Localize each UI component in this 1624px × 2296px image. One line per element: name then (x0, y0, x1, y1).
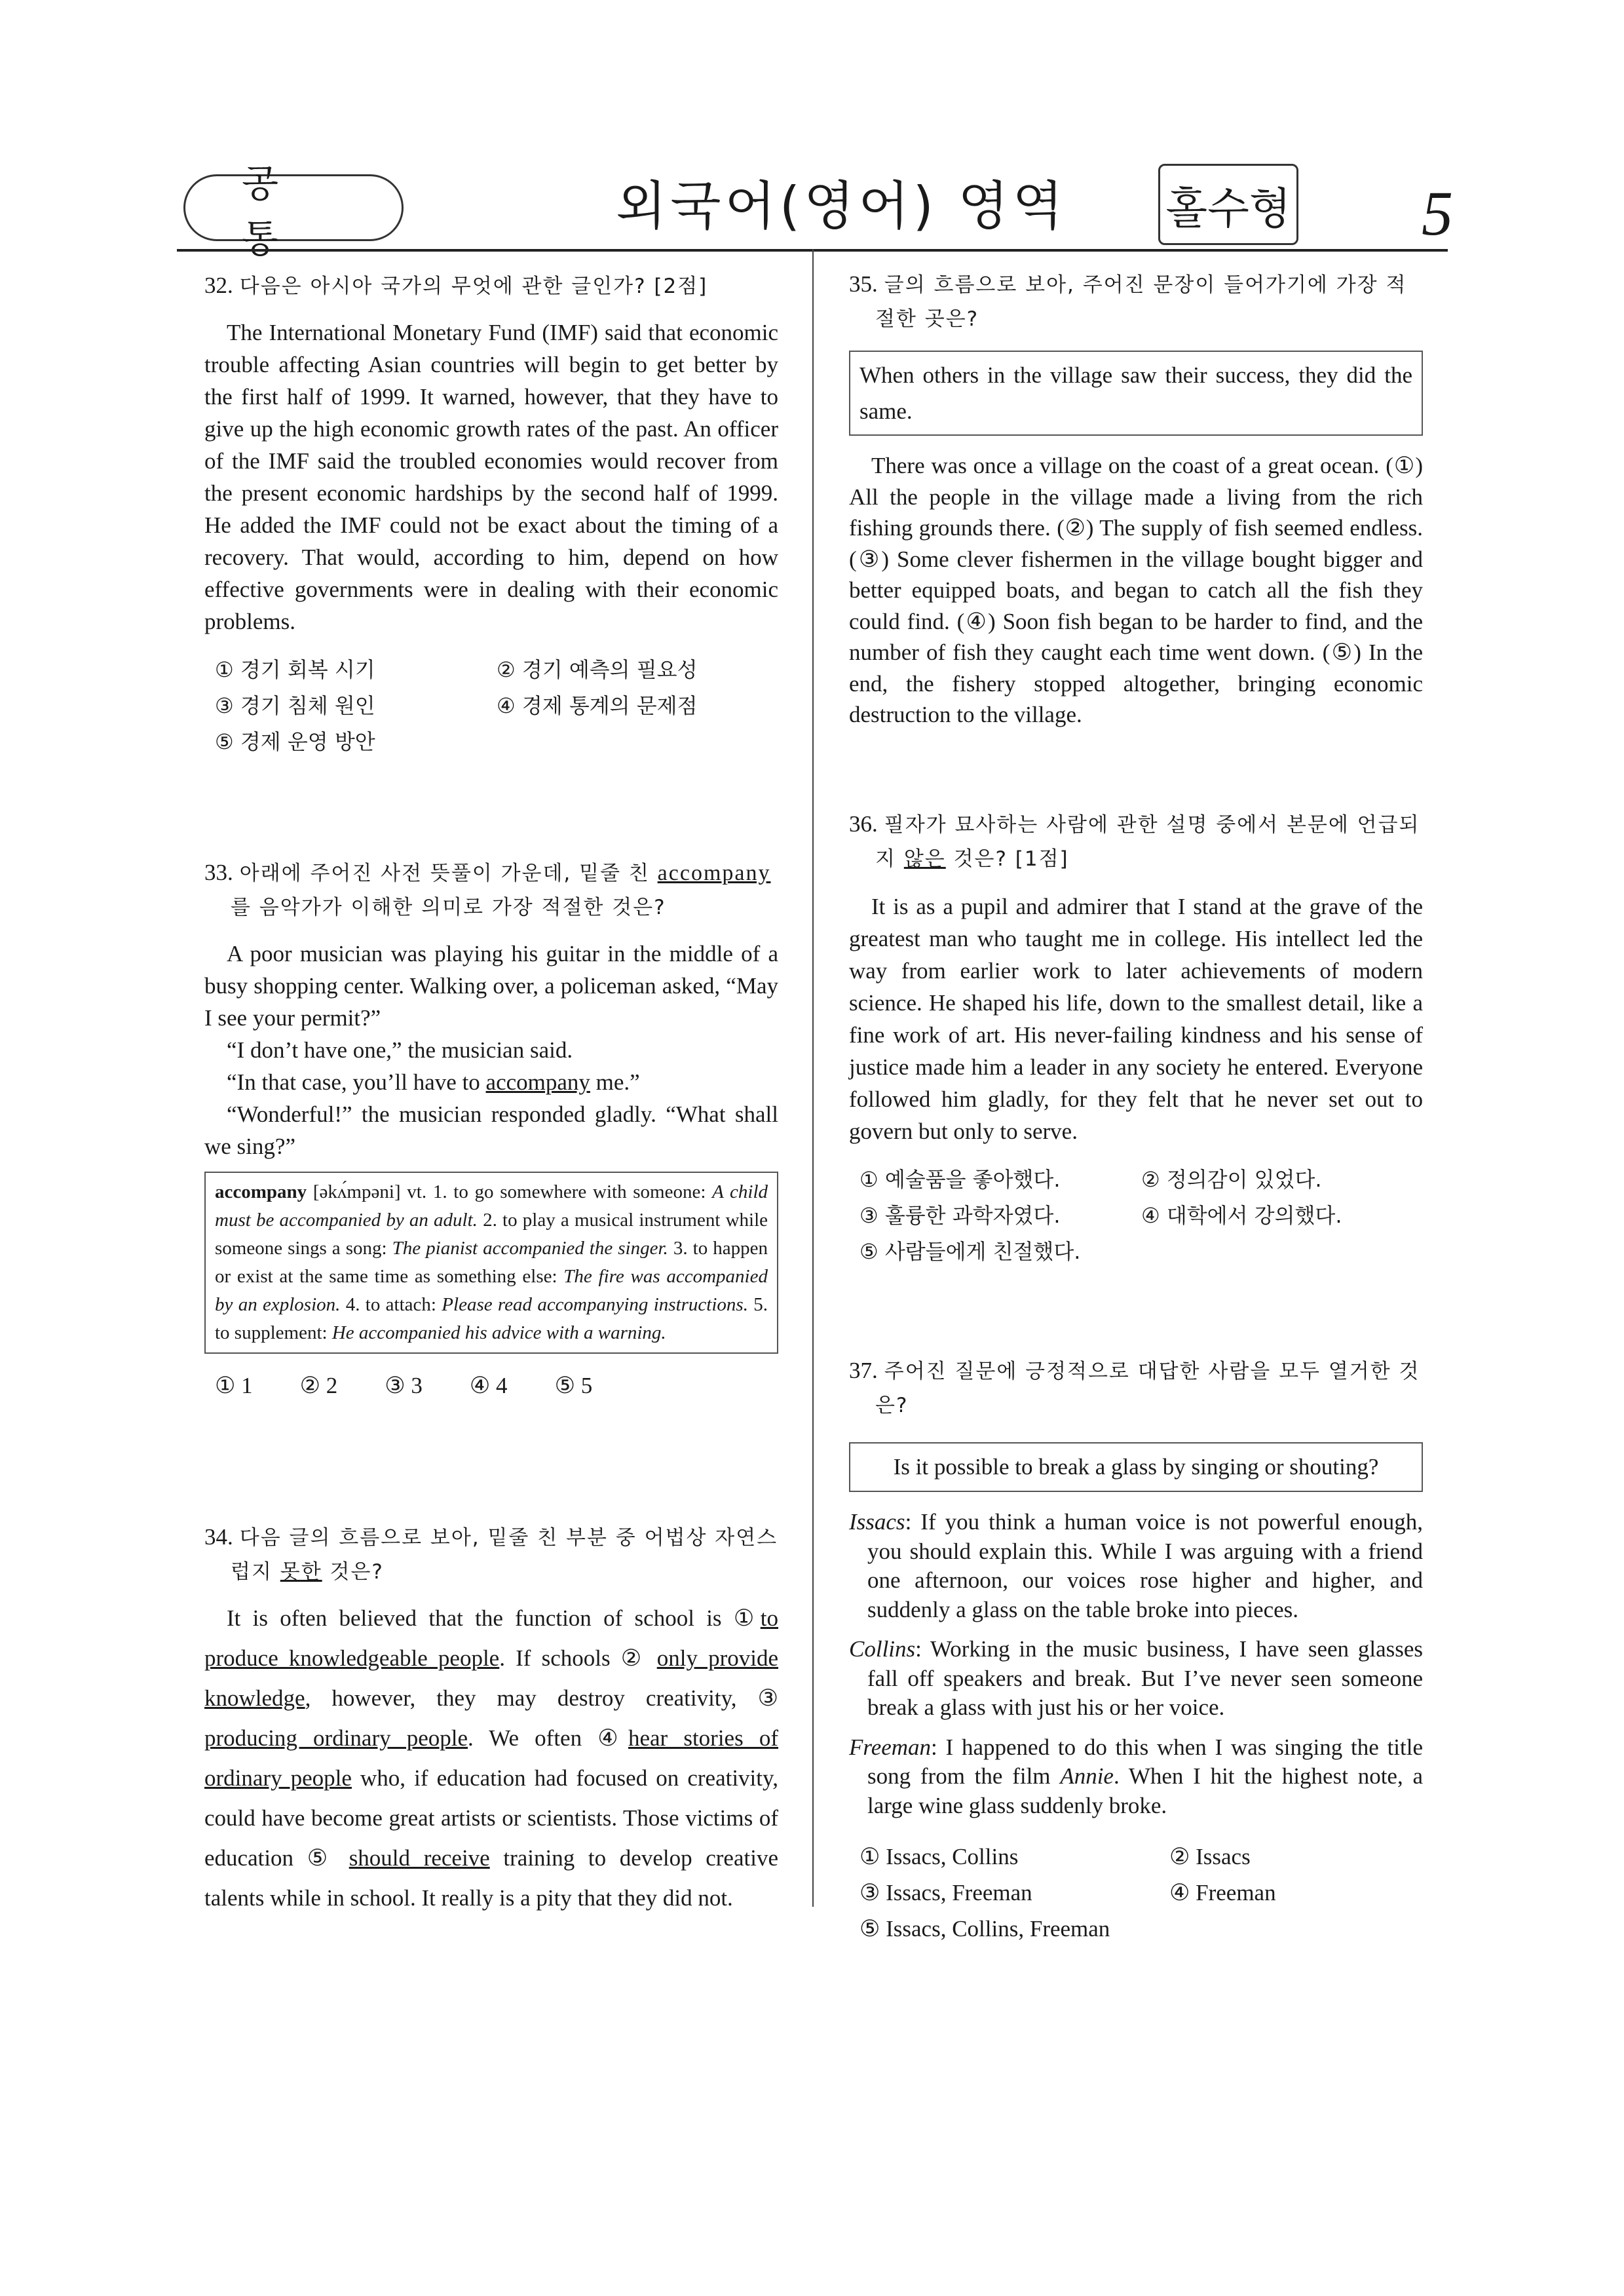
choice[interactable]: ③ 훌륭한 과학자였다. (859, 1203, 1061, 1228)
question-32 (204, 269, 778, 760)
choice[interactable]: ④ 4 (469, 1373, 508, 1398)
choice[interactable]: ② 2 (299, 1373, 338, 1398)
choice[interactable]: ③ Issacs, Freeman (859, 1880, 1032, 1905)
passage: A poor musician was playing his guitar in the middle of a busy shopping center. Walking over, a policeman asked, “May I see your permit?” “I don’t have one,” the musician said. “In that case, you’ll have to accompany me.” “Wonderful!” the musician responded gladly. “What shall we sing?” (204, 941, 778, 1159)
passage: It is often believed that the function of school is ①to produce knowledgeable people. If schools ② only provide knowledge, however, they may destroy creativity, ③ producing ordinary people. We often ④hear stories of ordinary people who, if education had focused on creativity, could have become great artists or scientists. Those victims of education ⑤ should receive training to develop creative talents while in school. It really is a pity that they did not. (204, 1605, 779, 1911)
dictionary-entry: accompany [əkʌ́mpəni] vt. 1. to go somewhere with someone: A child must be accompanied by an adult. 2. to play a musical instrument while someone sings a song: The pianist accompanied the singer. 3. to happen or exist at the same time as something else: The fire was accompanied by an explosion. 4. to attach: Please read accompanying instructions. 5. to supplement: He accompanied his advice with a warning. (204, 1172, 778, 1354)
passage: The International Monetary Fund (IMF) said that economic trouble affecting Asian countries will begin to get better by the first half of 1999. It warned, however, that they have to give up the high economic growth rates of the past. An officer of the IMF said the troubled economies would recover from the present economic hardships by the second half of 1999. He added the IMF could not be exact about the timing of a recovery. That would, according to him, depend on how effective governments were in dealing with their economic problems. (204, 320, 778, 634)
page-title: 외국어(영어) 영역 (616, 176, 1067, 237)
choice[interactable]: ④ 대학에서 강의했다. (1141, 1203, 1342, 1228)
response-issacs: Issacs: If you think a human voice is not powerful enough, you should explain this. While I was arguing with a friend one afternoon, our voices rose higher and higher, and suddenly a glass on the table broke into pieces. (849, 1509, 1423, 1622)
question-box: Is it possible to break a glass by singing or shouting? (849, 1442, 1423, 1492)
choice[interactable]: ⑤ Issacs, Collins, Freeman (859, 1916, 1110, 1942)
given-sentence: When others in the village saw their success, they did the same. (849, 351, 1423, 436)
choice[interactable]: ④ 경제 통계의 문제점 (497, 693, 698, 718)
question-number: 32. (204, 273, 233, 298)
question-prompt: 32. 다음은 아시아 국가의 무엇에 관한 글인가? [2점] (204, 273, 708, 298)
question-prompt: 33. 아래에 주어진 사전 뜻풀이 가운데, 밑줄 친 accompany를 음악가가 이해한 의미로 가장 적절한 것은? (204, 860, 771, 919)
choice[interactable]: ② 경기 예측의 필요성 (497, 657, 698, 682)
question-35 (849, 267, 1423, 731)
answer-choices (849, 1839, 1423, 1947)
column-divider (812, 249, 814, 1907)
form-type-badge: 홀수형 (1158, 164, 1298, 245)
choice[interactable]: ① 1 (215, 1373, 253, 1398)
choice[interactable]: ③ 경기 침체 원인 (215, 693, 375, 718)
choice[interactable]: ④ Freeman (1169, 1880, 1276, 1905)
choice[interactable]: ② 정의감이 있었다. (1141, 1167, 1322, 1192)
answer-choices (204, 652, 778, 760)
answer-choices (204, 1369, 778, 1402)
response-collins: Collins: Working in the music business, I have seen glasses fall off speakers and break. But I’ve never seen someone break a glass with just his or her voice. (849, 1636, 1423, 1720)
question-prompt: 34. 다음 글의 흐름으로 보아, 밑줄 친 부분 중 어법상 자연스럽지 못한 것은? (204, 1524, 778, 1584)
passage: It is as a pupil and admirer that I stand at the grave of the greatest man who taught me in college. His intellect led the way from earlier work to later achievements of modern science. He shaped his life, down to the smallest detail, like a fine work of art. His never-failing kindness and his sense of justice made him a leader in any society he entered. Everyone followed him gladly, for they felt that he never set out to govern but only to serve. (849, 894, 1423, 1144)
question-number: 33. (204, 860, 233, 885)
question-number: 35. (849, 271, 878, 297)
section-badge: 공 통 (183, 174, 404, 241)
question-number: 34. (204, 1524, 233, 1550)
question-number: 37. (849, 1358, 878, 1383)
choice[interactable]: ① 경기 회복 시기 (215, 657, 375, 682)
choice[interactable]: ① Issacs, Collins (859, 1844, 1019, 1869)
question-34 (204, 1520, 778, 1918)
response-freeman: Freeman: I happened to do this when I was singing the title song from the film Annie. When I hit the highest note, a large wine glass suddenly broke. (849, 1734, 1423, 1818)
question-33 (204, 856, 778, 1402)
choice[interactable]: ⑤ 5 (554, 1373, 593, 1398)
choice[interactable]: ③ 3 (385, 1373, 423, 1398)
question-prompt: 36. 필자가 묘사하는 사람에 관한 설명 중에서 본문에 언급되지 않은 것은? [1점] (849, 811, 1420, 871)
choice[interactable]: ② Issacs (1169, 1844, 1251, 1869)
choice[interactable]: ⑤ 사람들에게 친절했다. (859, 1239, 1081, 1264)
speaker-responses (849, 1508, 1423, 1820)
page-number: 5 (1422, 178, 1453, 248)
question-36 (849, 807, 1423, 1270)
question-prompt: 35. 글의 흐름으로 보아, 주어진 문장이 들어가기에 가장 적절한 곳은? (849, 271, 1407, 331)
answer-choices (849, 1162, 1423, 1270)
passage: There was once a village on the coast of a great ocean. (①) All the people in the village made a living from the rich fishing grounds there. (②) The supply of fish seemed endless. (③) Some clever fishermen in the village bought bigger and better equipped boats, and began to catch all the fish they could find. (④) Soon fish began to be harder to find, and the number of fish they caught each time went down. (⑤) In the end, the fishery stopped altogether, bringing economic destruction to the village. (849, 453, 1423, 727)
choice[interactable]: ⑤ 경제 운영 방안 (215, 729, 375, 754)
question-prompt: 37. 주어진 질문에 긍정적으로 대답한 사람을 모두 열거한 것은? (849, 1358, 1420, 1417)
choice[interactable]: ① 예술품을 좋아했다. (859, 1167, 1061, 1192)
question-37 (849, 1354, 1423, 1947)
question-number: 36. (849, 811, 878, 837)
